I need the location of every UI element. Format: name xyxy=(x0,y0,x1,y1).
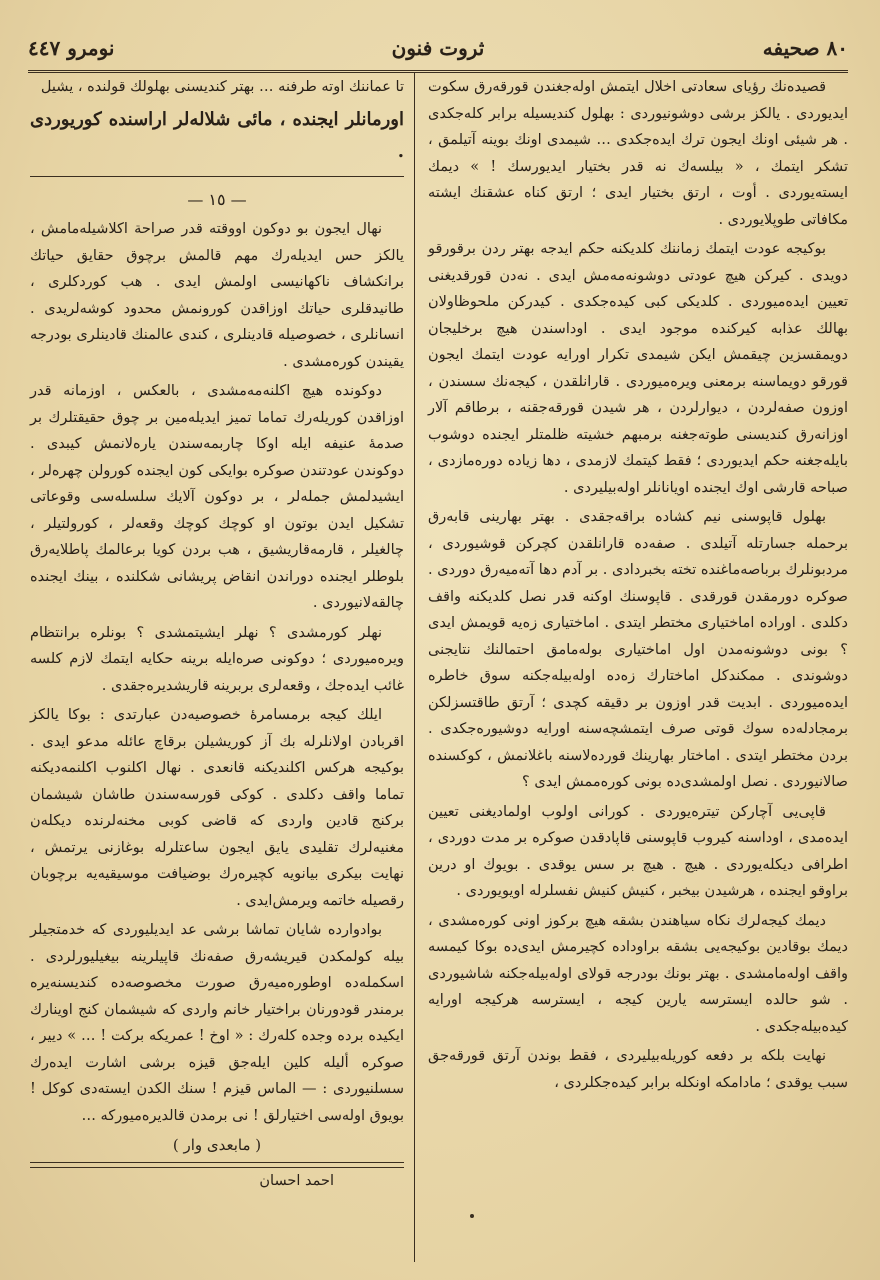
page-number-label: ٨٠ صحيفه xyxy=(762,36,848,60)
paragraph: بوكيجه عودت ايتمك زماننك كلديكنه حكم ايدجه بهتر ردن برقورقو دويدى . كيركن هيچ عودتى دوشونه‌مه‌مش ايدى . نه‌دن قورقديغنى تعيين ايده‌ميوردى . كلديكى كبى كيده‌جكدى . كيدركن ملحوظاولان بهالك عذابه كيركنده موجود ايدى . اوداسندن هيچ برخليجان دويمقسزين چيقمش ايكن شيمدى تكرار اورايه عودت ايتمك ايجون قورقو دويماسنه برمعنى ويره‌ميوردى . قارانلقدن ، كيجه‌نك سسندن ، اوزون صفه‌لردن ، ديوارلردن ، هر شيدن قورقه‌جقنه ، برطاقم آلار اوزانه‌رق كنديسنى طوته‌جغنه برمبهم خشيته ظلمتلر ايجنده دوشوب بايله‌جغنه حكم ايديوردى ؛ فقط كيتمك لازمدى ، دها زياده دوره‌مازدى ، صباحه قارشى اوك ايجنده اويانانلر اوله‌بيليردى . xyxy=(428,241,848,496)
paragraph: نهلر كورمشدى ؟ نهلر ايشيتمشدى ؟ بونلره برانتظام ويره‌ميوردى ؛ دوكونى صره‌ايله برينه حكايه ايتمك لازم كلسه غائب ايده‌جك ، وقعه‌لرى بربرينه قاريشديره‌جقدى . xyxy=(30,624,404,694)
signature-rule-top xyxy=(30,1162,404,1163)
section-number: — ١٥ — xyxy=(187,189,247,209)
paragraph: نهايت بلكه بر دفعه كوريله‌بيليردى ، فقط بوندن آرتق قورقه‌جق سبب يوقدى ؛ مادامكه اونكله برابر كيده‌جكلردى ، xyxy=(428,1048,848,1091)
author-signature: احمد احسان xyxy=(259,1172,334,1189)
header-divider xyxy=(28,70,848,73)
paragraph: بهلول قاپوسنى نيم كشاده براقه‌جقدى . بهتر بهارينى قابه‌رق برحمله جسارتله آتيلدى . صفه‌ده قارانلقدن كچركن قوشيوردى ، مردبونلرك برباصه‌ماغنده تخته بخبردادى . بر آدم دها آته‌ميه‌رق دوردى . صوكره دورمقدن قورقدى . قاپوسنك اوكنه قدر نصل كلديكنه واقف دكلدى . اوراده اماختيارى مختطر ايتدى . اماختيارى زه‌يه قويمش ايدى ؟ بونى دوشونه‌مدن اول اماختيارى بوله‌مامق احتمالنك نتايجنى دوشوندى . ممكندكل اماختارك زه‌ده اوله‌بيله‌جكنه سوق خاطره ايده‌ميوردى . ابديت قدر اوزون بر دقيقه كچدى ؛ آرتق طاقتسزلكن برمجادله‌ده سوك قوتى صرف ايتمشچه‌سنه اورايه دوشيوره‌جكدى . بردن مختطر ايتدى . اماختار بهارينك قورده‌لاسنه باغلانمش ، كوكسنده صالانيوردى . نصل اولمشدى‌ده بونى كوره‌ممش ايدى ؟ xyxy=(428,509,848,790)
journal-title: ثروت فنون xyxy=(391,36,485,60)
to-be-continued-note: ( مابعدى وار ) xyxy=(172,1136,262,1154)
paragraph: نهال ايجون بو دوكون اووقته قدر صراحة اكلاشيله‌مامش ، يالكز حس ايديله‌رك مهم قالمش برچوق حقايق حياتك برانكشاف ناكهانيسى اولمش ايدى . هب كورد‌كلرى ، طانيدقلرى حياتك اوزاقدن كورونمش محدود كوشه‌لريدى . انسانلرى ، خصوصيله قادينلرى ، كندى عالمنك قادينلرى بودرجه يقيندن كوره‌مشدى . xyxy=(30,221,404,370)
column-divider xyxy=(414,72,415,1262)
paragraph: بوادوارده شايان تماشا برشى عد ايديليوردى كه خدمتجيلر بيله كولمكدن قيريشه‌رق صفه‌نك قاپيلرينه بيغيليورلردى . اسكمله‌ده اوطوره‌ميه‌رق صورت مخصوصه‌ده كنديسنه‌يره برمندر قودورنان براختيار خانم واردى كه شيشمان كنج اوينارك ايكيده برده وجده كله‌رك : « اوخ ! عمريكه بركت ! … » ديير ، صوكره أليله كلين ايله‌جق قيزه برشى اشارت ايده‌رك سسلنيوردى : — الماس قيزم ! سنك الكدن ايسته‌دى كوكل ! بويوق اوله‌سى اختيارلق ! نى برمدن قالديره‌ميوركه … xyxy=(30,922,404,1124)
paragraph: قصيده‌نك رؤياى سعادتى اخلال ايتمش اوله‌جغندن قورقه‌رق سكوت ايديوردى . يالكز برشى دوشونيوردى : بهلول كنديسيله برابر كله‌جكدى . هر شيئى اونك ايجون ترك ايده‌جكدى … شيمدى اونك بوينه آتيلمق ، تشكر ايتمك ، « بيلسه‌ك نه قدر بختيار ايديورسك ! » ديمك ايسته‌يوردى . أوت ، ارتق بختيار ايدى ؛ ارتق كناه عشقنك ايشته مكافاتى طوپلايوردى . xyxy=(428,79,848,228)
issue-number: نومرو ٤٤٧ xyxy=(28,36,115,60)
left-column xyxy=(30,74,404,1197)
paragraph: دوكونده هيچ اكلنه‌مه‌مشدى ، بالعكس ، اوزمانه قدر اوزاقدن كوريله‌رك تماما تميز ايديله‌مين بر چوق حقيقتلرك بر صدمهٔ عنيفه ايله اوكا چاربمه‌سندن يارەلانمش كيبدى . دوكوندن عودتندن صوكره بوايكى كون ايجنده كورولن چهره‌لر ، ايشيدلمش جمله‌لر ، بر دوكون آلايك سلسله‌سى وقوعاتى تشكيل ايدن بوتون او كوچك كوچك وقعه‌لر ، كورولتيلر ، چالغيلر ، قارمه‌قاريشيق ، هب بردن كويا برعالمك پاطلايه‌رق بلوطلر ايجنده دوراندن انقاض پريشانى شكلنده ، بينك ايجنده چالقه‌لانيوردى . xyxy=(30,383,404,611)
page-header xyxy=(28,30,848,66)
paragraph: قاپى‌يى آچاركن تيتره‌يوردى . كورانى اولوب اولماديغنى تعيين ايده‌مدى ، اوداسنه كيروب قاپوسنى قاپادقدن صوكره بر مدت دوردى ، اطرافى ديكله‌يوردى . هيچ . هيچ بر سس يوقدى . بويوك او درين براوقو ايجنده ، هرشيدن بيخبر ، كنيش كنيش نفسلرله اويويوردى . xyxy=(428,803,848,899)
right-column xyxy=(428,74,848,1099)
section-divider xyxy=(30,176,404,177)
continuation-bold-line: اورمانلر ايجنده ، مائى شلاله‌لر اراسنده كوريوردى . xyxy=(30,108,404,162)
print-dot xyxy=(470,1214,474,1218)
continuation-line: تا عماننك اوته طرفنه … بهتر كنديسنى بهلولك قولنده ، يشيل xyxy=(40,79,404,95)
paragraph: ايلك كيجه برمسامرهٔ خصوصيه‌دن عبارتدى : بوكا يالكز اقربادن اولانلرله بك آز كوريشيلن برقاچ عائله مدعو ايدى . بوكيجه هركس اكلنديكنه قانعدى . نهال اكلنوب اكلنمه‌ديكنه تماما واقف دكلدى . كوكى قورسه‌سندن طاشان شيشمان بركنج قادين واردى كه قاضى كوبى مخنه‌لرنده ديكله‌ن مغنيه‌لرك تقليدى يايق ايجون ساعتلرله بوغازنى يرتمش ، نهايت بيكرى بيانويه كچيره‌رك بوضيافت موسيقيه‌يه برچوبان رقصيله خاتمه ويرمش‌ايدى . xyxy=(30,707,404,909)
paragraph: ديمك كيجه‌لرك نكاه سياهندن بشقه هيچ بركوز اونى كوره‌مشدى ، ديمك بوقادين بوكيجه‌يى بشقه براوداده كچيرمش ايدى‌ده بوكا كيمسه واقف اوله‌مامشدى . بهتر بونك بودرجه قولاى اوله‌بيله‌جكنه شاشيوردى . شو حالده ايسترسه يارين كيجه ، ايسترسه هركيجه اورايه كيده‌بيله‌جكدى . xyxy=(428,912,848,1035)
